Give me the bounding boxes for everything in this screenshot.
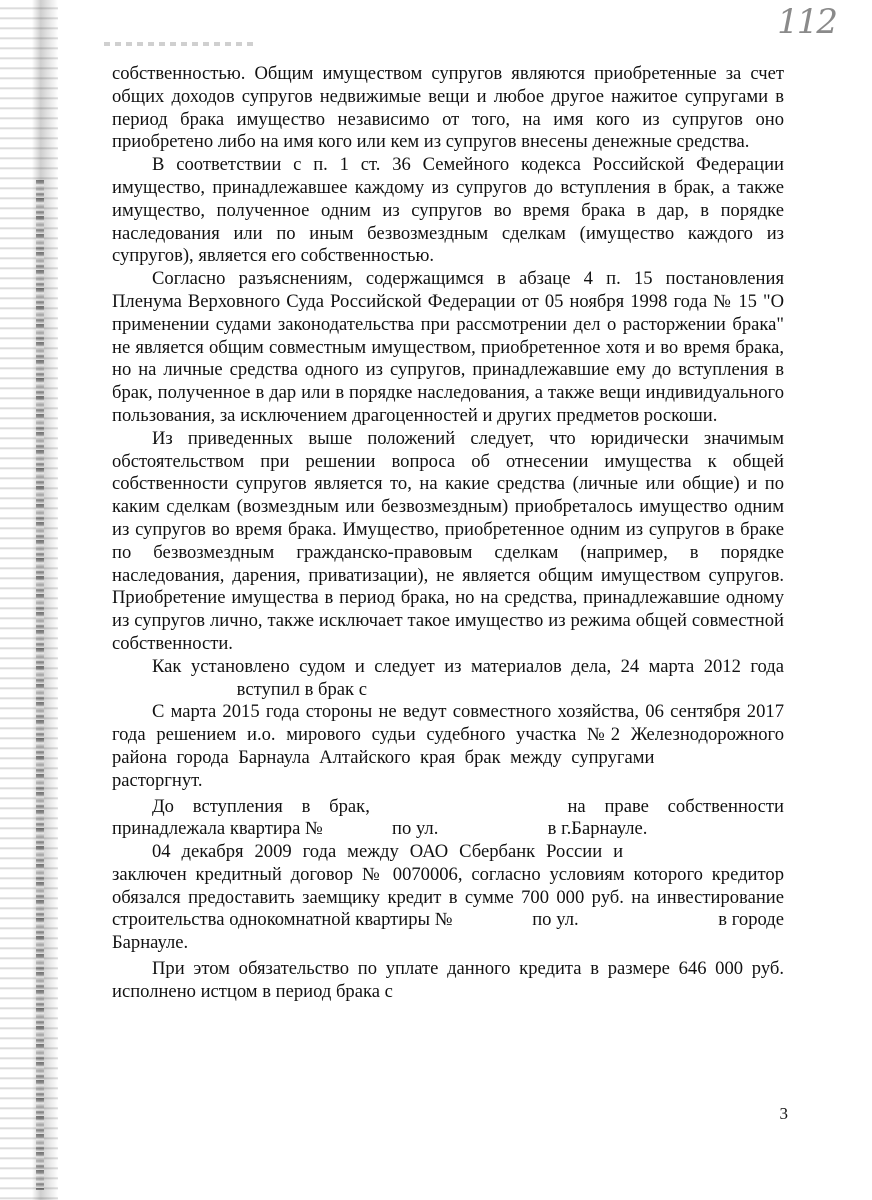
paragraph-7-part-a: До вступления в брак, — [152, 795, 370, 817]
paragraph-5 — [112, 656, 784, 702]
document-body — [112, 63, 784, 1004]
page-number: 3 — [779, 1104, 788, 1123]
faint-header-marks — [104, 42, 254, 46]
handwritten-page-mark: 112 — [777, 2, 836, 42]
paragraph-6-part-b: расторгнут. — [112, 769, 203, 791]
paragraph-4: Из приведенных выше положений следует, что юридически значимым обстоятельством при решении вопроса об отнесении имущества к общей собственности супругов является то, на какие средства (личные или общие) и по каким сделкам (возмездным или безвозмездным) приобреталось имущество одним из супругов во время брака. Имущество, приобретенное одним из супругов в браке по безвозмездным гражданско-правовым сделкам (например, в порядке наследования, дарения, приватизации), не является общим имуществом супругов. Приобретение имущества в период брака, но на средства, принадлежавшие одному из супругов лично, также исключает такое имущество из режима общей совместной собственности. — [112, 427, 784, 654]
paragraph-8-part-c: по ул. — [532, 909, 579, 931]
paragraph-8-part-a: 04 декабря 2009 года между ОАО Сбербанк России и — [152, 841, 624, 863]
scan-edge-shadow — [0, 0, 58, 1200]
paragraph-2: В соответствии с п. 1 ст. 36 Семейного кодекса Российской Федерации имущество, принадлежавшее каждому из супругов до вступления в брак, а также имущество, полученное одним из супругов во время брака в дар, в порядке наследования или по иным безвозмездным сделкам (имущество каждого из супругов), является его собственностью. — [112, 154, 784, 267]
paragraph-7-part-d: в г.Барнауле. — [547, 818, 648, 840]
paragraph-3: Согласно разъяснениям, содержащимся в абзаце 4 п. 15 постановления Пленума Верховного Суда Российской Федерации от 05 ноября 1998 года № 15 "О применении судами законодательства при рассмотрении дел о расторжении брака" не является общим совместным имуществом, приобретенное хотя и во время брака, но на личные средства одного из супругов, принадлежавшие ему до вступления в брак, полученное в дар или в порядке наследования, а также вещи индивидуального пользования, за исключением драгоценностей и других предметов роскоши. — [112, 268, 784, 426]
paragraph-9-part-a: При этом обязательство по уплате данного кредита в размере 646 000 руб. исполнено истцом в период брака с — [112, 958, 784, 1002]
paragraph-1: собственностью. Общим имуществом супругов являются приобретенные за счет общих доходов супругов недвижимые вещи и любое другое нажитое супругами в период брака имущество независимо от того, на имя кого из супругов оно приобретено либо на имя кого или кем из супругов внесены денежные средства. — [112, 63, 784, 153]
paragraph-6-part-a: С марта 2015 года стороны не ведут совместного хозяйства, 06 сентября 2017 года решением и.о. мирового судьи судебного участка №2 Железнодорожного района города Барнаула Алтайского края брак между супругами — [112, 701, 784, 768]
paragraph-9 — [112, 958, 784, 1004]
scan-streak — [36, 180, 44, 1190]
paragraph-7 — [112, 796, 784, 842]
paragraph-5-part-a: Как установлено судом и следует из материалов дела, 24 марта 2012 года — [152, 655, 784, 677]
paragraph-7-part-c: по ул. — [392, 818, 439, 840]
paragraph-8 — [112, 841, 784, 955]
paragraph-8-part-d: в городе Барнауле. — [112, 909, 784, 954]
paragraph-6 — [112, 701, 784, 792]
paragraph-8-part-b: заключен кредитный договор № 0070006, согласно условиям которого кредитор обязался предоставить заемщику кредит в сумме 700 000 руб. на инвестирование строительства однокомнатной квартиры № — [112, 863, 784, 931]
paragraph-7-part-b: на праве собственности принадлежала квартира № — [112, 795, 784, 840]
paragraph-5-part-b: вступил в брак с — [236, 678, 367, 700]
